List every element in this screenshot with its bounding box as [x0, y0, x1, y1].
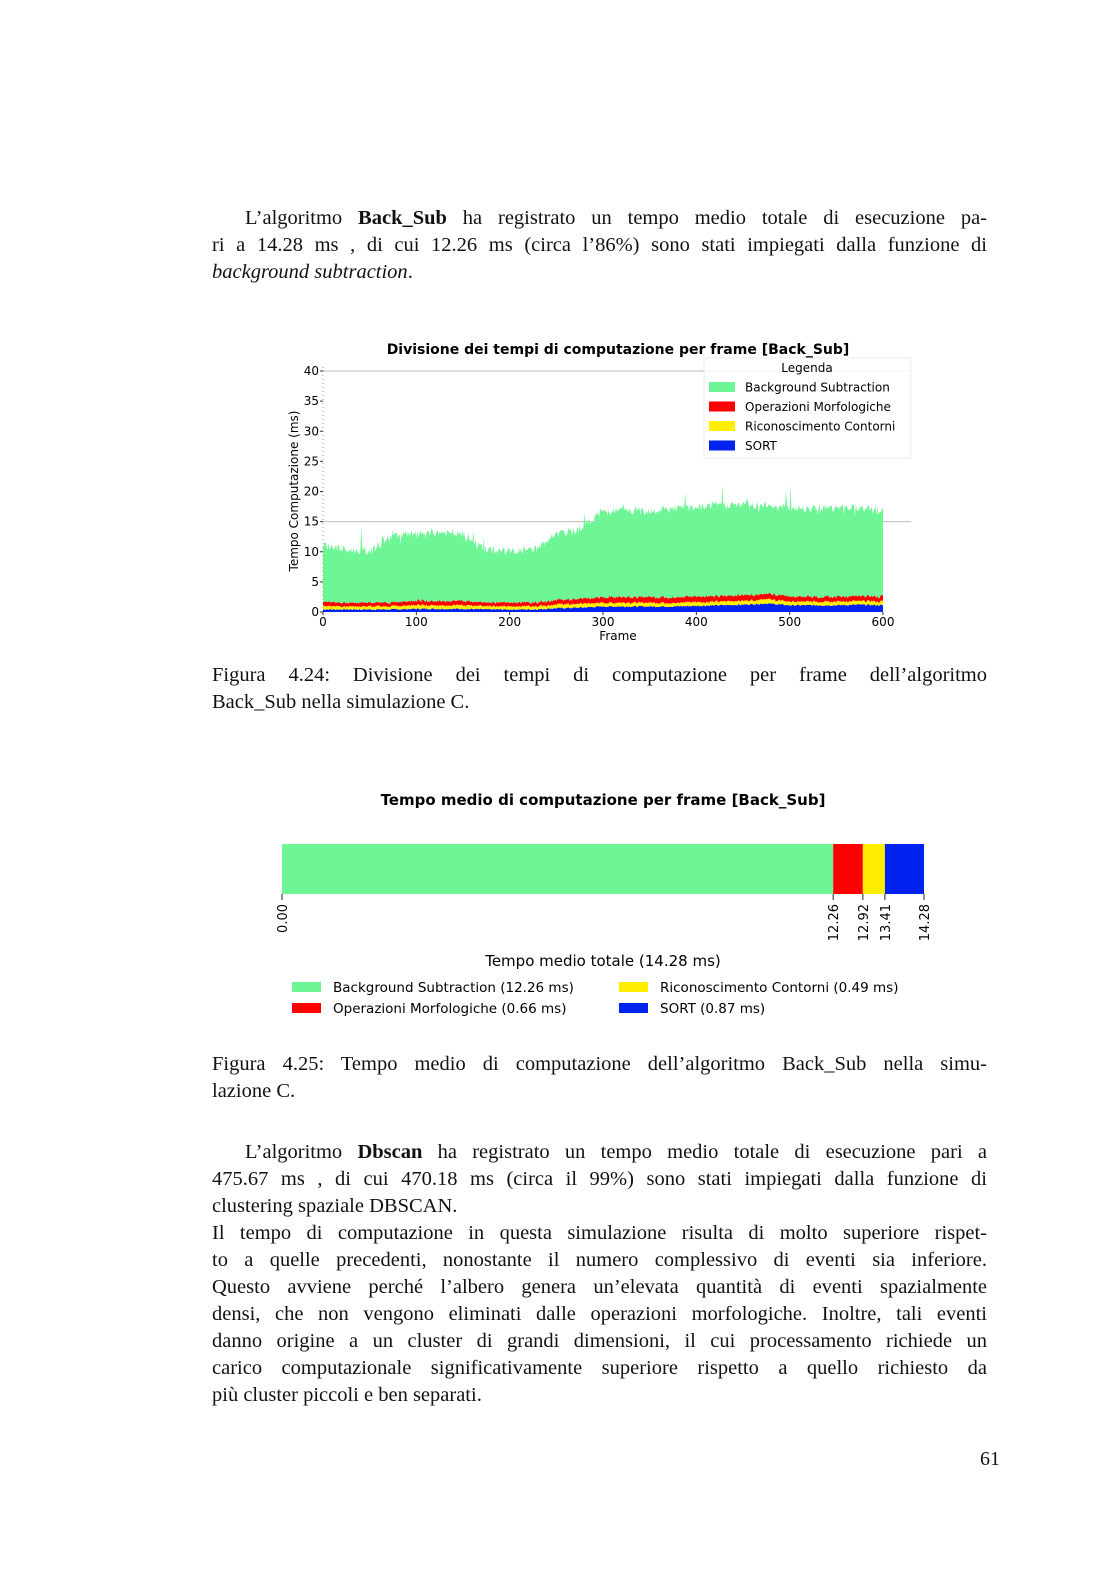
text-line [212, 1247, 987, 1274]
legend-swatch [292, 982, 321, 992]
legend-label: Operazioni Morfologiche [745, 400, 891, 414]
y-tick-label: 0 [311, 605, 319, 619]
legend-title: Legenda [781, 361, 833, 375]
text-line [212, 1051, 987, 1078]
bar-background-subtraction [282, 844, 833, 894]
y-tick-label: 30 [303, 424, 319, 439]
text-run: lazione C. [212, 1080, 296, 1102]
text-run: ha registrato un tempo medio totale di esecuzione pa- [446, 207, 987, 229]
x-tick-label: 100 [404, 615, 428, 629]
text-line [212, 1301, 987, 1328]
text-run: clustering spaziale DBSCAN. [212, 1195, 458, 1217]
legend-label: SORT (0.87 ms) [660, 1001, 766, 1017]
text-run: densi, che non vengono eliminati dalle operazioni morfologiche. Inoltre, tali eventi [212, 1303, 987, 1325]
y-tick-label: 25 [303, 454, 319, 469]
x-tick-label: 14.28 [918, 904, 933, 942]
text-run: Questo avviene perché l’albero genera un’elevata quantità di eventi spazialmente [212, 1276, 987, 1298]
legend-label: Riconoscimento Contorni (0.49 ms) [660, 980, 899, 996]
legend-label: Riconoscimento Contorni [745, 419, 896, 434]
legend-label: Operazioni Morfologiche (0.66 ms) [333, 1001, 567, 1017]
y-tick-label: 40 [303, 364, 319, 378]
x-tick-label: 300 [591, 615, 615, 629]
text-line [212, 1166, 987, 1193]
text-line [212, 1382, 987, 1409]
text-run: L’algoritmo [245, 1141, 358, 1163]
bar-sort [885, 844, 924, 894]
text-run: Figura 4.24: Divisione dei tempi di computazione per frame dell’algoritmo [212, 664, 987, 686]
text-run: to a quelle precedenti, nonostante il numero complessivo di eventi sia inferiore. [212, 1249, 987, 1271]
bar-operazioni-morfologiche [833, 844, 863, 894]
text-run: carico computazionale significativamente superiore rispetto a quello richiesto da [212, 1357, 987, 1379]
x-axis-label: Frame [599, 629, 637, 643]
text-run: Il tempo di computazione in questa simulazione risulta di molto superiore rispet- [212, 1222, 987, 1244]
x-tick-label: 0.00 [276, 904, 291, 933]
y-tick-label: 15 [303, 514, 319, 529]
y-axis-label: Tempo Computazione (ms) [287, 410, 301, 572]
italic-text: background subtraction [212, 261, 408, 283]
text-run: ha registrato un tempo medio totale di esecuzione pari a [422, 1141, 987, 1163]
x-tick-label: 0 [319, 615, 327, 629]
chart-title: Tempo medio di computazione per frame [Back_Sub] [380, 791, 826, 809]
x-tick-label: 13.41 [878, 904, 894, 942]
bold-text: Dbscan [357, 1141, 423, 1163]
x-axis-label: Tempo medio totale (14.28 ms) [485, 952, 721, 970]
legend-label: SORT [745, 439, 777, 453]
page-number: 61 [980, 1448, 1000, 1470]
text-run: Back_Sub nella simulazione C. [212, 691, 470, 713]
bar-riconoscimento-contorni [863, 844, 885, 894]
paragraph-dbscan [212, 1139, 987, 1409]
legend-swatch [619, 1003, 648, 1013]
x-tick-label: 12.26 [827, 904, 843, 942]
x-tick-label: 200 [498, 615, 522, 629]
text-line [212, 1274, 987, 1301]
text-line [212, 1078, 987, 1105]
text-run: danno origine a un cluster di grandi dimensioni, il cui processamento richiede un [212, 1330, 987, 1352]
x-tick-label: 400 [684, 615, 708, 629]
text-run: L’algoritmo [245, 207, 359, 229]
text-line [212, 1355, 987, 1382]
text-run: più cluster piccoli e ben separati. [212, 1384, 482, 1406]
figure-caption-4-25 [212, 1051, 987, 1105]
chart-title: Divisione dei tempi di computazione per frame [Back_Sub] [386, 342, 850, 358]
text-run: ri a 14.28 ms , di cui 12.26 ms (circa l’86%) sono stati impiegati dalla funzione di [212, 234, 987, 256]
text-line [212, 1220, 987, 1247]
y-tick-label: 20 [303, 484, 319, 499]
text-run: Figura 4.25: Tempo medio di computazione dell’algoritmo Back_Sub nella simu- [212, 1053, 987, 1075]
text-line [212, 1193, 987, 1220]
legend-label: Background Subtraction (12.26 ms) [333, 980, 574, 996]
x-tick-label: 600 [871, 615, 895, 629]
bold-text: Back_Sub [358, 207, 447, 229]
text-line [212, 1139, 987, 1166]
x-tick-label: 500 [778, 615, 802, 629]
y-tick-label: 10 [303, 544, 319, 559]
legend-swatch [292, 1003, 321, 1013]
text-line [212, 1328, 987, 1355]
text-run: . [407, 261, 413, 283]
y-tick-label: 35 [303, 394, 319, 409]
y-tick-label: 5 [311, 574, 319, 589]
legend-swatch [619, 982, 648, 992]
text-run: 475.67 ms , di cui 470.18 ms (circa il 99%) sono stati impiegati dalla funzione di [212, 1168, 987, 1190]
legend-label: Background Subtraction [745, 380, 890, 395]
x-tick-label: 12.92 [856, 904, 872, 942]
